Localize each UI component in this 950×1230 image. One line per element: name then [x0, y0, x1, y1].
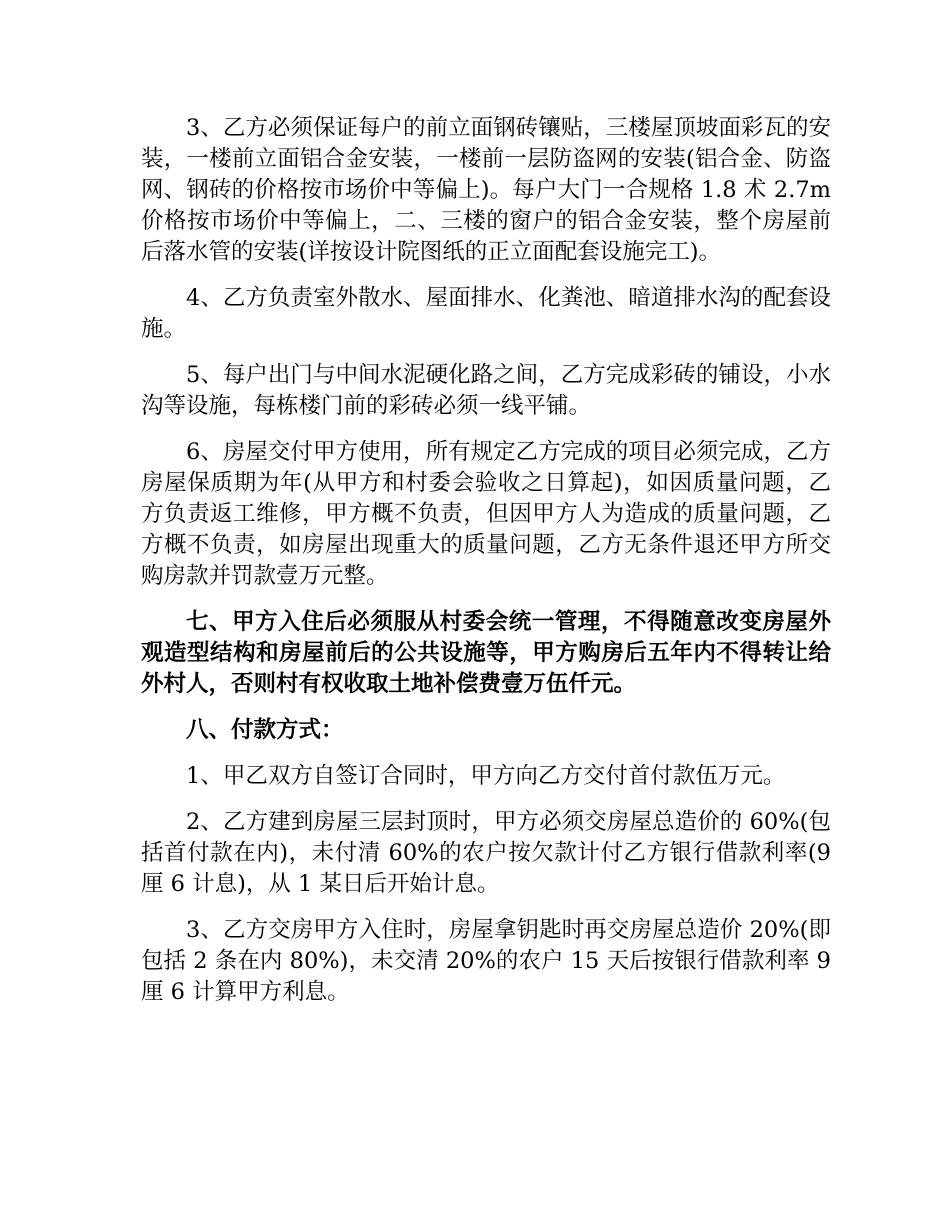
section-heading-payment-method: 八、付款方式： [186, 717, 344, 743]
paragraph-payment-1-down-payment: 1、甲乙双方自签订合同时，甲方向乙方交付首付款伍万元。 [186, 763, 786, 789]
paragraph-clause-3-facade: 3、乙方必须保证每户的前立面钢砖镶贴，三楼屋顶坡面彩瓦的安装，一楼前立面铝合金安装，一楼前一层防盗网的安装(铝合金、防盗网、钢砖的价格按市场价中等偏上)。每户大门一合规格 1.8 术 2.7m 价格按市场价中等偏上，二、三楼的窗户的铝合金安装，整个房屋前后落水管的安装(详按设计院图纸的正立面配套设施完工)。 [141, 115, 831, 265]
paragraph-payment-2-roof-capping: 2、乙方建到房屋三层封顶时，甲方必须交房屋总造价的 60%(包括首付款在内)，未付清 60%的农户按欠款计付乙方银行借款利率(9 厘 6 计息)，从 1 某日后开始计息。 [141, 809, 831, 897]
paragraph-clause-6-warranty: 6、房屋交付甲方使用，所有规定乙方完成的项目必须完成，乙方房屋保质期为年(从甲方和村委会验收之日算起)，如因质量问题，乙方负责返工维修，甲方概不负责，但因甲方人为造成的质量问题，乙方概不负责，如房屋出现重大的质量问题，乙方无条件退还甲方所交购房款并罚款壹万元整。 [141, 439, 831, 589]
paragraph-section-7-management: 七、甲方入住后必须服从村委会统一管理，不得随意改变房屋外观造型结构和房屋前后的公共设施等，甲方购房后五年内不得转让给外村人，否则村有权收取土地补偿费壹万伍仟元。 [141, 609, 831, 697]
document-body [141, 113, 831, 1023]
paragraph-payment-3-handover: 3、乙方交房甲方入住时，房屋拿钥匙时再交房屋总造价 20%(即包括 2 条在内 80%)，未交清 20%的农户 15 天后按银行借款利率 9 厘 6 计算甲方利息。 [141, 917, 831, 1005]
paragraph-clause-4-drainage: 4、乙方负责室外散水、屋面排水、化粪池、暗道排水沟的配套设施。 [141, 285, 831, 342]
paragraph-clause-5-paving: 5、每户出门与中间水泥硬化路之间，乙方完成彩砖的铺设，小水沟等设施，每栋楼门前的彩砖必须一线平铺。 [141, 362, 831, 419]
